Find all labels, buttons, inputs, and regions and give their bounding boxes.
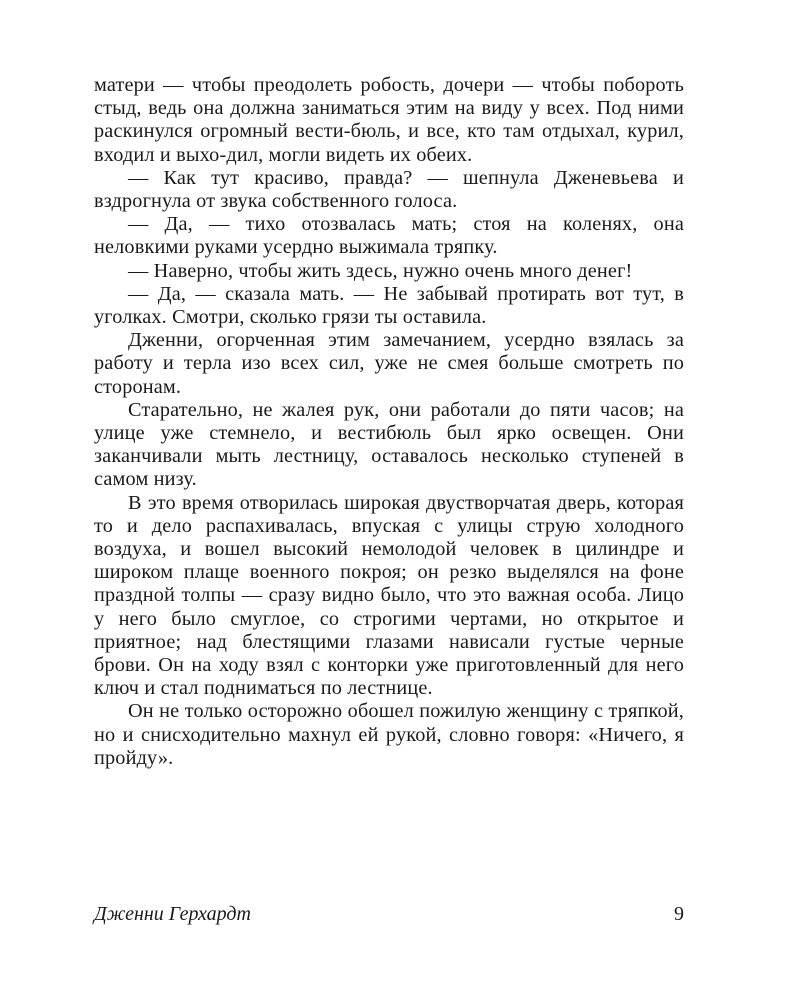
paragraph-2: — Как тут красиво, правда? — шепнула Дженевьева и вздрогнула от звука собственного голоса.	[94, 166, 684, 213]
paragraph-8: В это время отворилась широкая двустворчатая дверь, которая то и дело распахивалась, впуская с улицы струю холодного воздуха, и вошел высокий немолодой человек в цилиндре и широком плаще военного покроя; он резко выделялся на фоне праздной толпы — сразу видно было, что это важная особа. Лицо у него было смуглое, со строгими чертами, но открытое и приятное; над блестящими глазами нависали густые черные брови. Он на ходу взял с конторки уже приготовленный для него ключ и стал подниматься по лестнице.	[94, 491, 684, 700]
paragraph-1: матери — чтобы преодолеть робость, дочери — чтобы побороть стыд, ведь она должна заниматься этим на виду у всех. Под ними раскинулся огромный вести-бюль, и все, кто там отдыхал, курил, входил и выхо-дил, могли видеть их обеих.	[94, 74, 684, 166]
running-title: Дженни Герхардт	[94, 903, 251, 925]
page-footer	[94, 903, 684, 931]
page-number: 9	[674, 903, 684, 925]
paragraph-3: — Да, — тихо отозвалась мать; стоя на коленях, она неловкими руками усердно выжимала тряпку.	[94, 213, 684, 259]
paragraph-6: Дженни, огорченная этим замечанием, усердно взялась за работу и терла изо всех сил, уже не смея больше смотреть по сторонам.	[94, 329, 684, 398]
paragraph-7: Старательно, не жалея рук, они работали до пяти часов; на улице уже стемнело, и вестибюль был ярко освещен. Они заканчивали мыть лестницу, оставалось несколько ступеней в самом низу.	[94, 398, 684, 491]
paragraph-4: — Наверно, чтобы жить здесь, нужно очень много денег!	[128, 259, 633, 282]
page-body	[94, 74, 684, 770]
paragraph-9: Он не только осторожно обошел пожилую женщину с тряпкой, но и снисходительно махнул ей рукой, словно говоря: «Ничего, я пройду».	[94, 700, 684, 769]
paragraph-5: — Да, — сказала мать. — Не забывай протирать вот тут, в уголках. Смотри, сколько грязи ты оставила.	[94, 282, 684, 329]
